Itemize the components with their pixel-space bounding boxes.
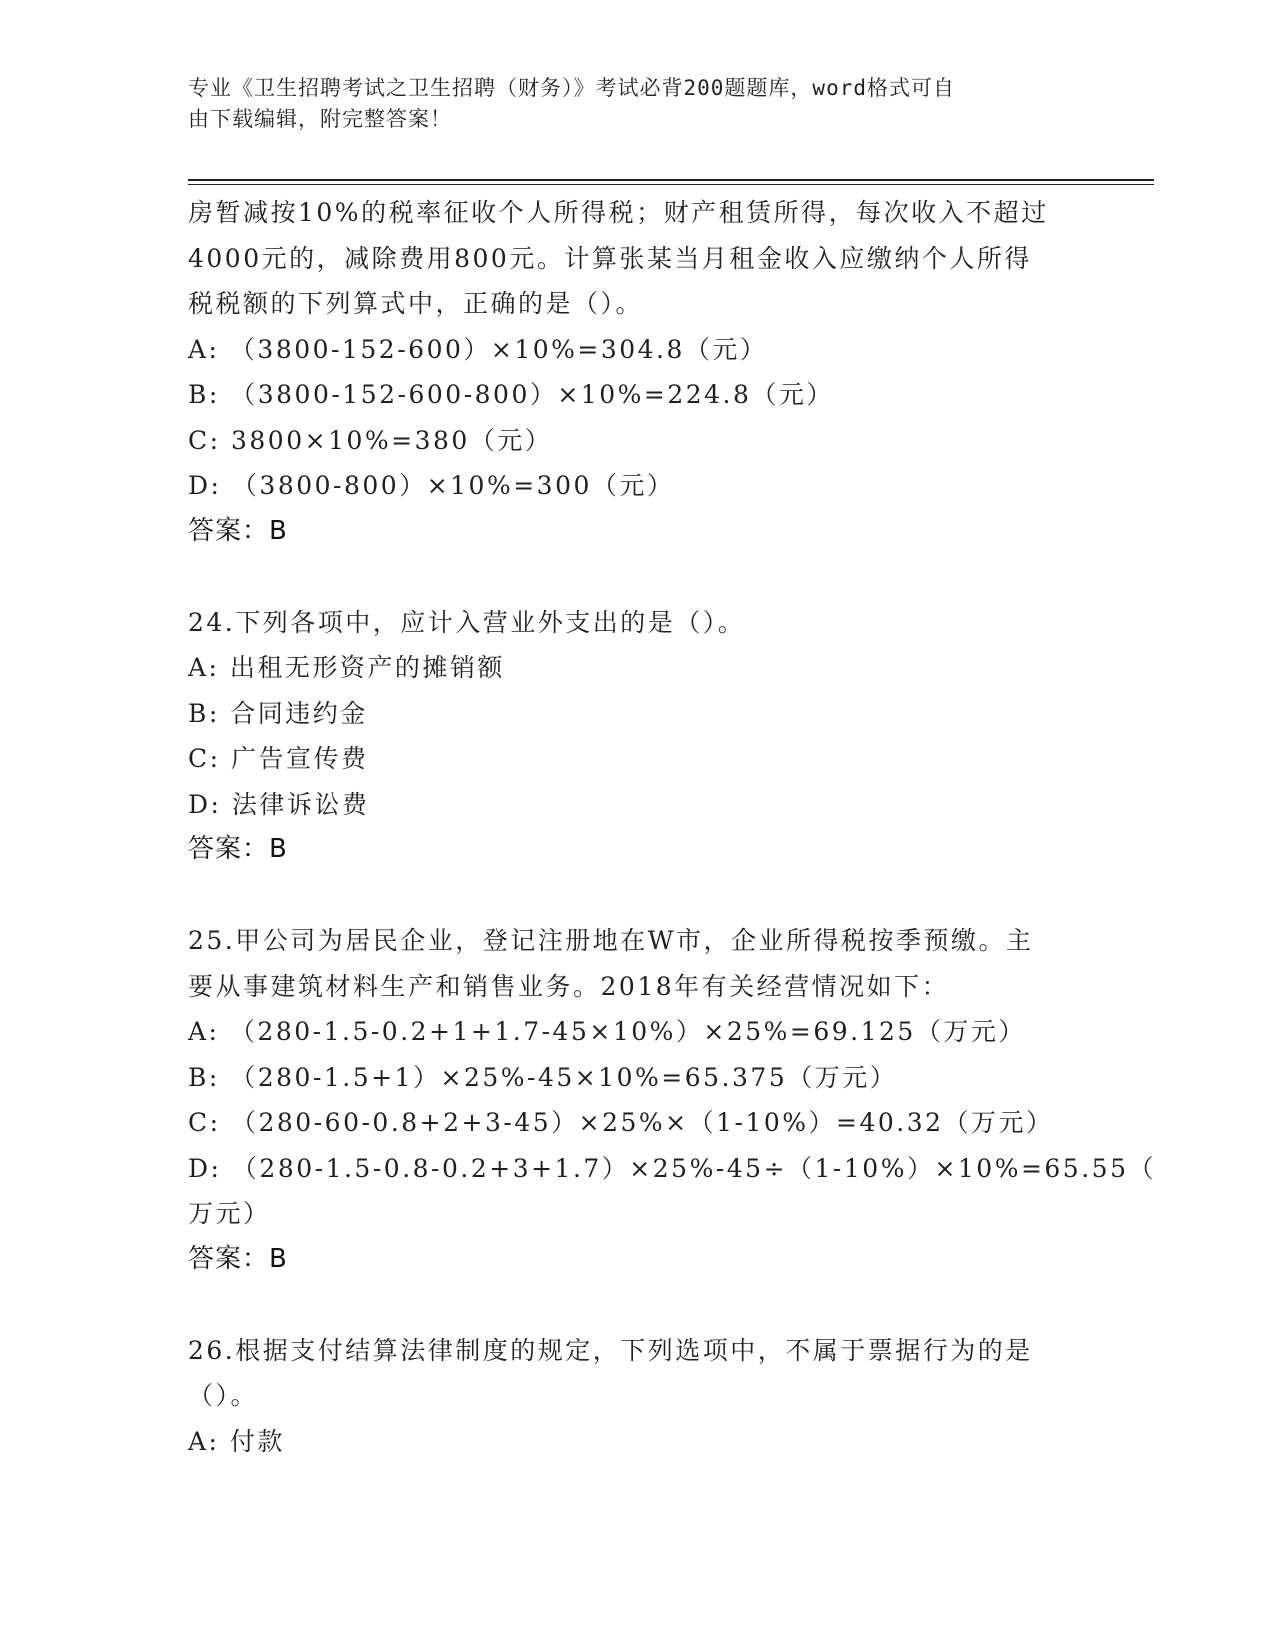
option-d-continued: 万元） — [188, 1199, 271, 1228]
question-text: 25.甲公司为居民企业，登记注册地在W市，企业所得税按季预缴。主 — [188, 926, 1034, 955]
spacer — [188, 554, 1088, 600]
option-c: C: 广告宣传费 — [188, 744, 369, 773]
option-a: A: 出租无形资产的摊销额 — [188, 653, 505, 682]
spacer — [188, 873, 1088, 919]
question-text: 26.根据支付结算法律制度的规定，下列选项中，不属于票据行为的是 — [188, 1335, 1033, 1365]
header-divider — [188, 179, 1154, 181]
header-divider-thin — [188, 184, 1154, 185]
question-text: 4000元的，减除费用800元。计算张某当月租金收入应缴纳个人所得 — [188, 243, 1032, 273]
option-a: A: 付款 — [188, 1426, 285, 1456]
answer: 答案：B — [188, 834, 288, 864]
question-24 — [188, 600, 1088, 873]
option-a: A: （280-1.5-0.2+1+1.7-45×10%）×25%=69.125（万元） — [188, 1017, 1026, 1046]
answer: 答案：B — [188, 515, 288, 546]
question-text: 要从事建筑材料生产和销售业务。2018年有关经营情况如下： — [188, 971, 950, 1001]
question-23 — [188, 190, 1088, 554]
spacer — [188, 1282, 1088, 1328]
option-b: B: 合同违约金 — [188, 698, 368, 728]
header-line-2: 由下载编辑，附完整答案！ — [188, 107, 452, 131]
question-25 — [188, 918, 1156, 1282]
option-a: A: （3800-152-600）×10%=304.8（元） — [188, 334, 768, 364]
question-text: 24.下列各项中，应计入营业外支出的是（）。 — [188, 607, 746, 637]
option-d: D: （3800-800）×10%=300（元） — [188, 471, 675, 500]
option-c: C: （280-60-0.8+2+3-45）×25%×（1-10%）=40.32（万元） — [188, 1108, 1054, 1137]
option-b: B: （280-1.5+1）×25%-45×10%=65.375（万元） — [188, 1062, 898, 1092]
option-d: D: 法律诉讼费 — [188, 789, 370, 819]
document-header — [188, 73, 1088, 135]
question-26 — [188, 1328, 1088, 1465]
header-line-1: 专业《卫生招聘考试之卫生招聘（财务）》考试必背200题题库，word格式可自 — [188, 76, 955, 100]
question-text: 房暂减按10%的税率征收个人所得税；财产租赁所得，每次收入不超过 — [188, 198, 1049, 227]
answer: 答案：B — [188, 1243, 288, 1274]
question-list — [188, 190, 1156, 1464]
option-d: D: （280-1.5-0.8-0.2+3+1.7）×25%-45÷（1-10%）×10%=65.55（ — [188, 1153, 1156, 1183]
option-b: B: （3800-152-600-800）×10%=224.8（元） — [188, 380, 834, 409]
question-text: （）。 — [188, 1381, 259, 1410]
question-text: 税税额的下列算式中，正确的是（）。 — [188, 289, 644, 318]
option-c: C: 3800×10%=380（元） — [188, 425, 553, 455]
